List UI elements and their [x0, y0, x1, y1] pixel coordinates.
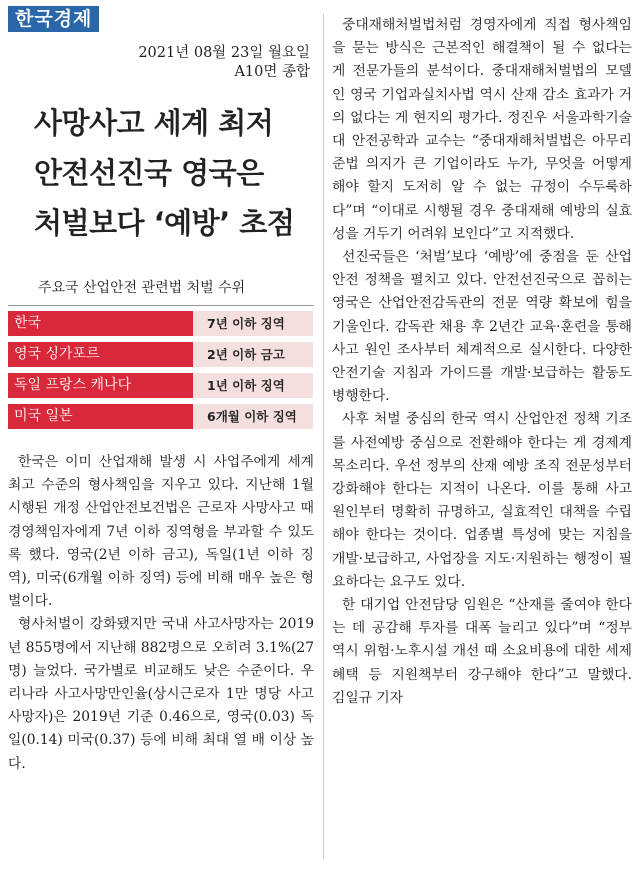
penalty-value: 2년 이하 금고 — [193, 342, 313, 367]
dateline: 2021년 08월 23일 월요일 — [138, 45, 310, 61]
penalty-box-title: 주요국 산업안전 관련법 처벌 수위 — [38, 280, 246, 296]
body-paragraph: 사후 처벌 중심의 한국 역시 산업안전 정책 기조를 사전예방 중심으로 전환해야 한다는 게 경제계 목소리다. 우선 정부의 산재 예방 조직 전문성부터 강화해야 한다는 지적이 나온다. 이를 통해 사고 원인부터 명확히 규명하고, 실효적인 대책을 수립해야 한다는 것이다. 업종별 특성에 맞는 지침을 개발·보급하고, 사업장을 지도·지원하는 행정이 필요하다는 요구도 있다. — [332, 411, 632, 590]
headline-line-1: 사망사고 세계 최저 — [34, 106, 274, 140]
penalty-row — [8, 404, 314, 429]
body-paragraph: 한국은 이미 산업재해 발생 시 사업주에게 세계 최고 수준의 형사책임을 지우고 있다. 지난해 1월 시행된 개정 산업안전보건법은 근로자 사망사고 때 경영책임자에게 7년 이하 징역형을 부과할 수 있도록 했다. 영국(2년 이하 금고), 독일(1년 이하 징역), 미국(6개월 이하 징역) 등에 비해 매우 높은 형벌이다. — [8, 454, 314, 610]
penalty-value: 1년 이하 징역 — [193, 373, 313, 398]
page-info: A10면 종합 — [234, 64, 310, 80]
column-divider — [323, 14, 324, 859]
penalty-row — [8, 311, 314, 336]
penalty-table — [8, 305, 314, 429]
left-column — [8, 6, 314, 776]
body-paragraph-last — [332, 594, 632, 710]
right-column — [332, 14, 632, 710]
headline-line-2: 안전선진국 영국은 — [34, 156, 264, 190]
body-paragraph: 중대재해처벌법처럼 경영자에게 직접 형사책임을 묻는 방식은 근본적인 해결책이 될 수 없다는 게 전문가들의 분석이다. 중대재해처벌법의 모델인 영국 기업과실치사법 역시 산재 감소 효과가 거의 없다는 게 현지의 평가다. 정진우 서울과학기술대 안전공학과 교수는 “중대재해처벌법은 아무리 준법 의지가 큰 기업이라도 누가, 무엇을 어떻게 해야 할지 도저히 알 수 없는 규정이 수두룩하다”며 “이대로 시행될 경우 중대재해 예방의 실효성을 거두기 어려워 보인다”고 지적했다. — [332, 17, 632, 242]
headline-line-3: 처벌보다 ‘예방’ 초점 — [34, 206, 295, 240]
body-paragraph-text: 한 대기업 안전담당 임원은 “산재를 줄여야 한다는 데 공감해 투자를 대폭 늘리고 있다”며 “정부 역시 위험·노후시설 개선 때 소요비용에 대한 세제 혜택 등 지원책부터 강구해야 한다”고 말했다. — [332, 597, 632, 683]
penalty-country: 영국 싱가포르 — [8, 342, 193, 367]
headline — [8, 98, 314, 248]
article-body-left — [8, 451, 314, 776]
penalty-value: 7년 이하 징역 — [193, 311, 313, 336]
penalty-row — [8, 342, 314, 367]
penalty-row — [8, 373, 314, 398]
body-paragraph: 형사처벌이 강화됐지만 국내 사고사망자는 2019년 855명에서 지난해 882명으로 오히려 3.1%(27명) 늘었다. 국가별로 비교해도 낮은 수준이다. 우리나라 사고사망만인율(상시근로자 1만 명당 사고사망자)은 2019년 기준 0.46으로, 영국(0.03) 독일(0.14) 미국(0.37) 등에 비해 최대 열 배 이상 높다. — [8, 616, 314, 772]
body-paragraph: 선진국들은 ‘처벌’보다 ‘예방’에 중점을 둔 산업안전 정책을 펼치고 있다. 안전선진국으로 꼽히는 영국은 산업안전감독관의 전문 역량 확보에 힘을 기울인다. 감독관 채용 후 2년간 교육·훈련을 통해 사고 원인 조사부터 체계적으로 실시한다. 다양한 안전기술 지침과 가이드를 개발·보급하는 활동도 병행한다. — [332, 249, 632, 405]
masthead-logo: 한국경제 — [8, 6, 99, 32]
penalty-country: 미국 일본 — [8, 404, 193, 429]
byline: 김일규 기자 — [332, 689, 404, 706]
penalty-value: 6개월 이하 징역 — [193, 404, 313, 429]
penalty-country: 독일 프랑스 캐나다 — [8, 373, 193, 398]
penalty-country: 한국 — [8, 311, 193, 336]
